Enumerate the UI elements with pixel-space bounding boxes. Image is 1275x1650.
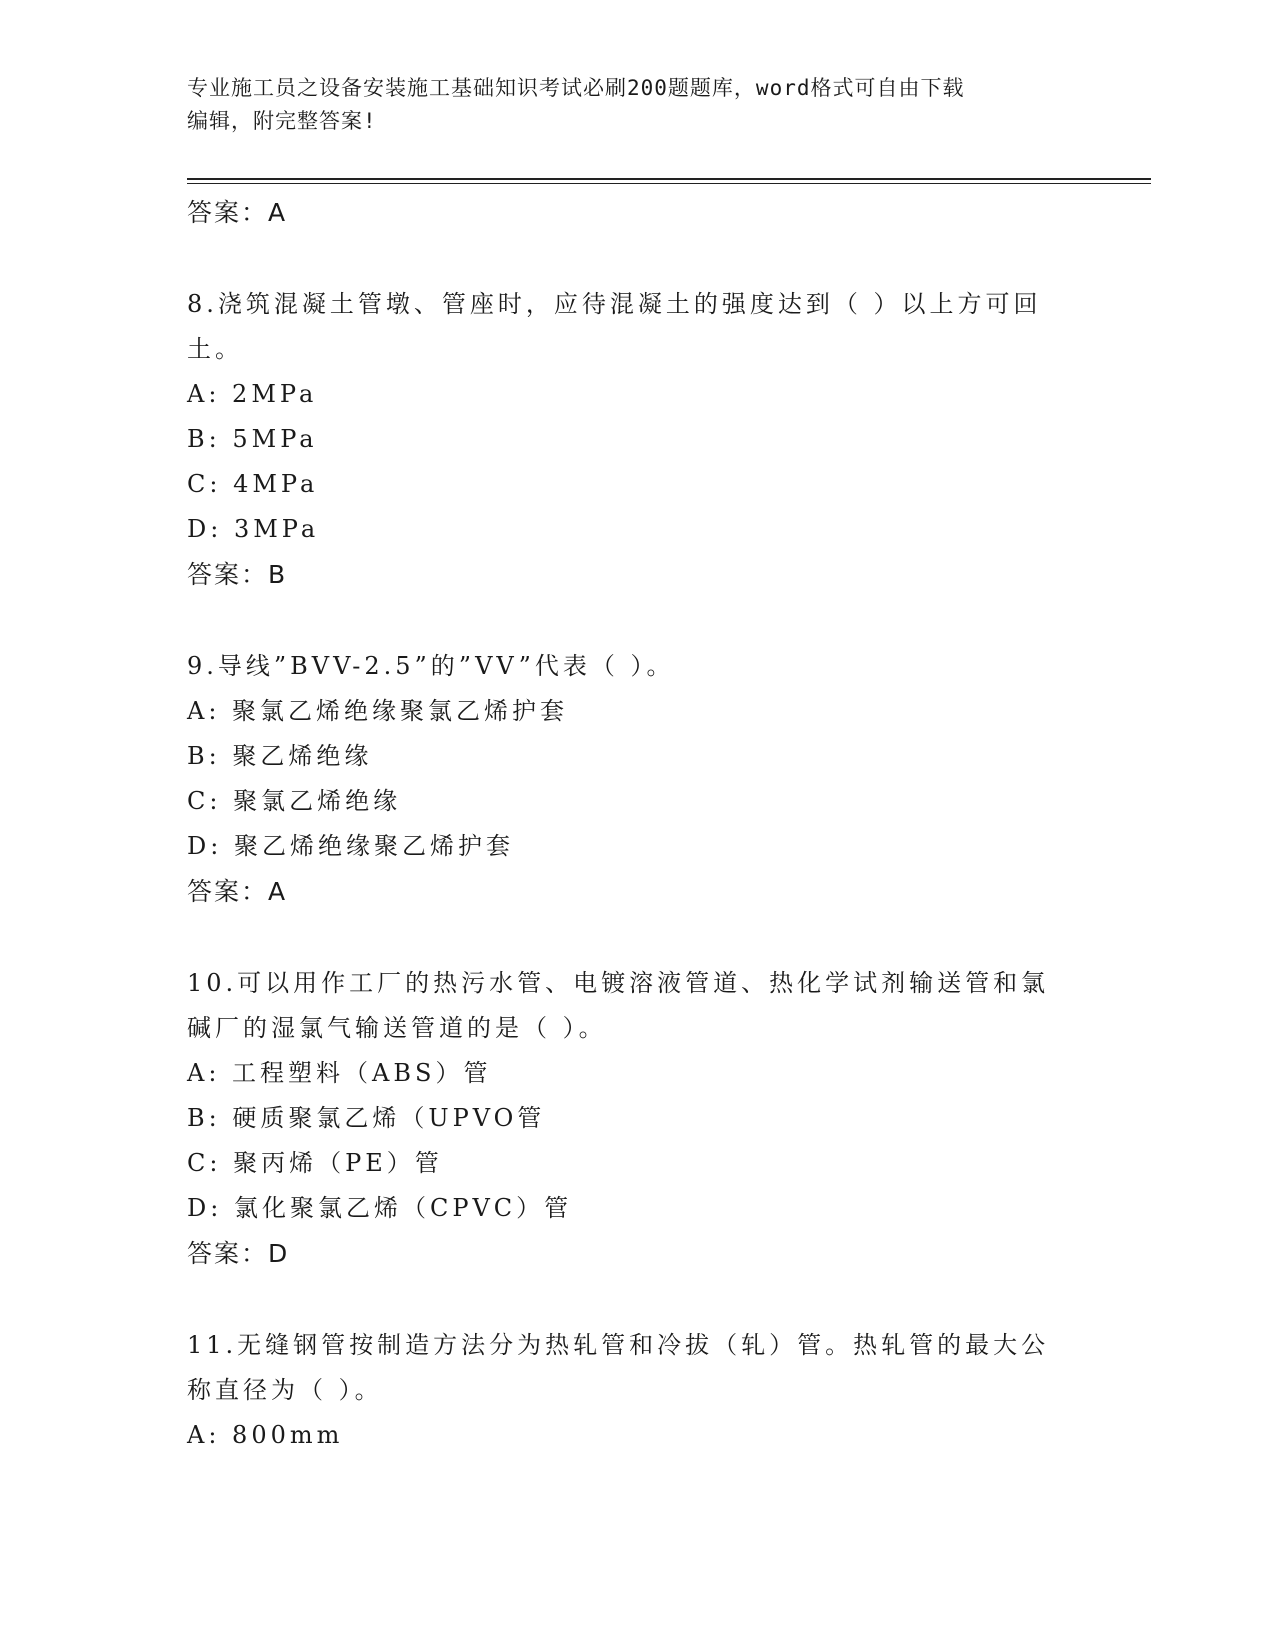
header-rule-thin (187, 183, 1151, 184)
option-a: A: 2MPa (187, 380, 318, 408)
option-a: A: 工程塑料（ABS）管 (187, 1059, 492, 1087)
header-rule-thick (187, 178, 1151, 180)
option-d: D: 3MPa (187, 515, 320, 543)
question-11 (187, 1323, 1087, 1458)
option-b: B: 聚乙烯绝缘 (187, 742, 373, 770)
option-c: C: 4MPa (187, 470, 319, 498)
option-d: D: 聚乙烯绝缘聚乙烯护套 (187, 832, 514, 860)
question-text-cont: 称直径为（ ）。 (187, 1376, 383, 1404)
question-text: 8.浇筑混凝土管墩、管座时，应待混凝土的强度达到（ ）以上方可回 (187, 290, 1042, 318)
question-list (187, 190, 1087, 1458)
question-text: 9.导线”BVV-2.5”的”VV”代表（ ）。 (187, 652, 675, 680)
option-d: D: 氯化聚氯乙烯（CPVC）管 (187, 1194, 573, 1222)
answer-q7: 答案：A (187, 198, 288, 227)
answer: 答案：D (187, 1239, 290, 1268)
question-8 (187, 282, 1087, 597)
question-10 (187, 961, 1087, 1276)
header-line-2: 编辑，附完整答案! (187, 109, 377, 133)
document-header (187, 72, 1067, 138)
question-text-cont: 碱厂的湿氯气输送管道的是（ ）。 (187, 1014, 607, 1042)
question-text-cont: 土。 (187, 335, 243, 363)
question-text: 11.无缝钢管按制造方法分为热轧管和冷拔（轧）管。热轧管的最大公 (187, 1331, 1050, 1359)
answer: 答案：A (187, 877, 288, 906)
option-b: B: 硬质聚氯乙烯（UPVO管 (187, 1104, 546, 1132)
option-a: A: 聚氯乙烯绝缘聚氯乙烯护套 (187, 697, 569, 725)
option-c: C: 聚氯乙烯绝缘 (187, 787, 402, 815)
answer: 答案：B (187, 560, 288, 589)
option-a: A: 800mm (187, 1421, 344, 1449)
option-b: B: 5MPa (187, 425, 318, 453)
option-c: C: 聚丙烯（PE）管 (187, 1149, 443, 1177)
header-line-1: 专业施工员之设备安装施工基础知识考试必刷200题题库，word格式可自由下载 (187, 76, 965, 100)
question-text: 10.可以用作工厂的热污水管、电镀溶液管道、热化学试剂输送管和氯 (187, 969, 1050, 997)
question-9 (187, 644, 1087, 914)
